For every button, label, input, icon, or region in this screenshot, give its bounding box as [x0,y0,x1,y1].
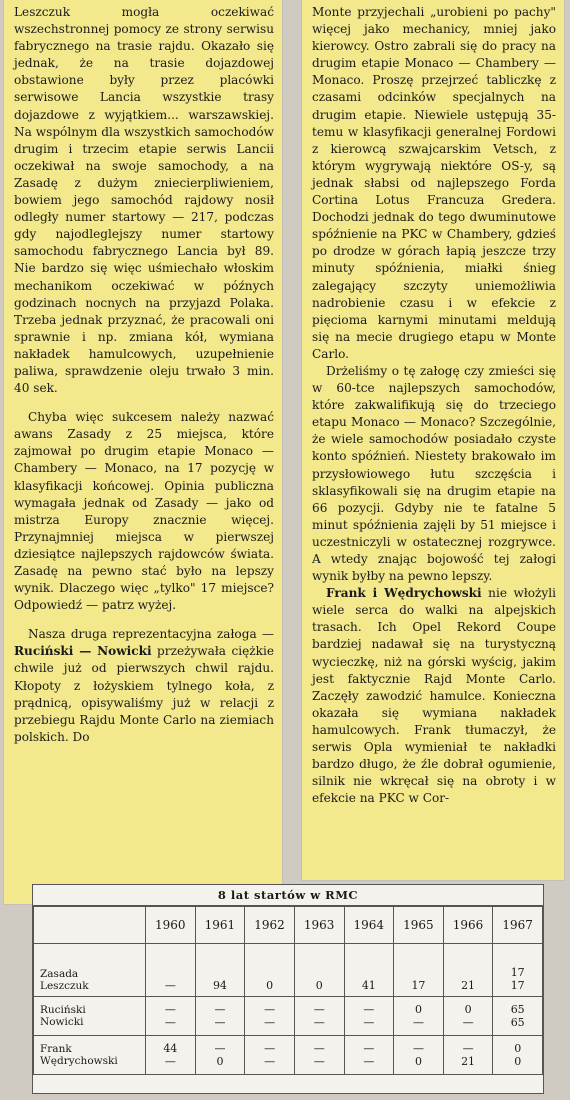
result-cell [443,944,493,997]
result-cell [195,1036,245,1075]
right-column-text [302,0,564,807]
result-value: 44 [163,1042,178,1055]
result-cell [394,1036,444,1075]
result-value: 0 [414,1055,422,1068]
result-value: 0 [266,979,274,992]
table-header-row [34,907,543,944]
table-title: 8 lat startów w RMC [33,885,543,906]
crew-cell [34,997,146,1036]
result-value: — [264,1003,276,1016]
table-header-year: 1961 [195,907,245,944]
table-header-year: 1963 [294,907,344,944]
result-cell [294,997,344,1036]
result-value: 41 [361,979,376,992]
result-value: — [462,1042,474,1055]
result-value: — [214,1016,226,1029]
results-table-card [32,884,544,1094]
results-table [33,906,543,1075]
result-cell [146,944,196,997]
result-value: — [313,1003,325,1016]
crew-member-name: Nowicki [40,1016,84,1028]
paragraph-part: Nasza druga reprezentacyjna załoga — [28,627,274,642]
result-value: 0 [464,1003,472,1016]
table-header-crew [34,907,146,944]
result-value: 17 [510,979,525,992]
result-value: 21 [461,1055,476,1068]
paragraph-part: nie włożyli wiele serca do walki na alpejskich trasach. Ich Opel Rekord Coupe bardziej nadawał się na turystyczną wycieczkę, niż na górski wyścig, jakim jest faktycznie Rajd Monte Carlo. Zaczęły zawodzić hamulce. Konieczna okazała się wymiana nakładek hamulcowych. Frank tłumaczył, że serwis Opla wymieniał te nakładki bardzo długo, że źle dobrał ogumienie, silnik nie wkręcał się na obroty i w efekcie na PKC w Cor- [312,586,556,806]
result-value: — [462,1016,474,1029]
result-cell [493,1036,543,1075]
result-cell [443,1036,493,1075]
result-value: — [214,1042,226,1055]
paragraph: Drżeliśmy o tę załogę czy zmieści się w 60-tce najlepszych samochodów, które zakwalifikują się do trzeciego etapu Monaco — Monaco? Szczególnie, że wiele samochodów posiadało czyste konto spóźnień. Niestety brakowało im przysłowiowego łutu szczęścia i sklasyfikowali się na drugim etapie na 66 pozycji. Gdyby nie te fatalne 5 minut spóźnienia zajęli by 51 miejsce i uczestniczyli w ostatecznej rozgrywce. A wtedy znając bojowość tej załogi wynik byłby na pewno lepszy. [312,363,556,584]
result-value: — [363,1003,375,1016]
result-cell [394,944,444,997]
right-article-clip [302,0,564,880]
paragraph: Chyba więc sukcesem należy nazwać awans Zasady z 25 miejsca, które zajmował po drugim etapie Monaco — Chambery — Monaco, na 17 pozycję w klasyfikacji końcowej. Opinia publiczna wymagała jednak od Zasady — jako od mistrza Europy znacznie więcej. Przynajmniej miejsca w pierwszej dziesiątce najlepszych rajdowców świata. Zasadę na pewno stać było na lepszy wynik. Dlaczego więc „tylko" 17 miejsce? Odpowiedź — patrz wyżej. [14,410,274,613]
result-cell [195,997,245,1036]
table-header-year: 1965 [394,907,444,944]
paragraph: Monte przyjechali „urobieni po pachy" więcej jako mechanicy, mniej jako kierowcy. Ostro zabrali się do pracy na drugim etapie Monaco — Chambery — Monaco. Proszę przejrzeć tabliczkę z czasami odcinków specjalnych na drugim etapie. Niewiele ustępują 35-temu w klasyfikacji generalnej Fordowi z kierowcą szwajcarskim Vetsch, z którym wygrywają niektóre OS-y, są jednak słabsi od najlepszego Forda Cortina Lotus Francuza Gredera. Dochodzi jednak do tego dwuminutowe spóźnienie na PKC w Chambery, gdzieś po drodze w górach łapią jeszcze trzy minuty spóźnienia, miałki śnieg zalegający szczyty uniemożliwia nadrobienie czasu i w efekcie z pięcioma karnymi minutami meldują się na mecie drugiego etapu w Monte Carlo. [312,5,556,361]
crew-cell [34,1036,146,1075]
result-value: — [313,1016,325,1029]
result-value: — [363,1016,375,1029]
result-cell [443,997,493,1036]
result-value: — [313,1055,325,1068]
result-value: — [412,1042,424,1055]
left-article-clip [4,0,282,904]
result-value: — [164,1016,176,1029]
crew-name: Ruciński — Nowicki [14,644,152,659]
table-header-year: 1964 [344,907,394,944]
result-cell [344,1036,394,1075]
result-cell [493,944,543,997]
result-value: — [164,979,176,992]
result-cell [344,944,394,997]
table-row [34,1036,543,1075]
table-header-year: 1967 [493,907,543,944]
result-value: 17 [411,979,426,992]
result-value: — [214,1003,226,1016]
result-value: — [412,1016,424,1029]
table-header-year: 1960 [146,907,196,944]
crew-name: Frank i Wędrychowski [326,586,482,601]
crew-member-name: Zasada [40,968,79,980]
table-row [34,944,543,997]
result-value: 0 [414,1003,422,1016]
result-cell [146,997,196,1036]
result-value: 65 [510,1016,525,1029]
result-value: 0 [514,1055,522,1068]
result-cell [344,997,394,1036]
crew-cell [34,944,146,997]
result-value: 65 [510,1003,525,1016]
crew-member-name: Wędrychowski [40,1055,118,1067]
result-value: 21 [461,979,476,992]
result-value: — [164,1055,176,1068]
table-body [34,944,543,1075]
result-cell [294,1036,344,1075]
result-cell [195,944,245,997]
result-value: 17 [510,966,525,979]
result-value: — [313,1042,325,1055]
result-cell [245,944,295,997]
result-cell [146,1036,196,1075]
crew-member-name: Frank [40,1043,72,1055]
table-row [34,997,543,1036]
table-header-year: 1966 [443,907,493,944]
result-value: 0 [315,979,323,992]
result-value: — [264,1016,276,1029]
crew-member-name: Ruciński [40,1004,86,1016]
left-column-text [4,0,282,746]
paragraph [312,585,556,807]
paragraph-part: przeżywała ciężkie chwile już od pierwszych chwil rajdu. Kłopoty z łożyskiem tylnego koła, z prądnicą, opisywaliśmy już w relacji z przebiegu Rajdu Monte Carlo na ziemiach polskich. Do [14,644,274,744]
result-cell [245,997,295,1036]
result-value: — [363,1042,375,1055]
paragraph [14,626,274,746]
result-value: — [164,1003,176,1016]
result-cell [394,997,444,1036]
result-cell [493,997,543,1036]
result-value: 0 [216,1055,224,1068]
result-value: — [363,1055,375,1068]
result-value: 0 [514,1042,522,1055]
result-value: — [264,1055,276,1068]
table-header-year: 1962 [245,907,295,944]
result-value: — [264,1042,276,1055]
result-cell [294,944,344,997]
crew-member-name: Leszczuk [40,980,89,992]
result-cell [245,1036,295,1075]
result-value: 94 [212,979,227,992]
paragraph: Leszczuk mogła oczekiwać wszechstronnej pomocy ze strony serwisu fabrycznego na trasie rajdu. Okazało się jednak, że na trasie dojazdowej obstawione były przez placówki serwisowe Lancia wszystkie trasy dojazdowe z wyjątkiem... warszawskiej. Na wspólnym dla wszystkich samochodów drugim i trzecim etapie serwis Lancii oczekiwał na swoje samochody, a na Zasadę z dużym zniecierpliwieniem, bowiem jego samochód rajdowy nosił odległy numer startowy — 217, podczas gdy najodleglejszy numer startowy samochodu fabrycznego Lancia był 89. Nie bardzo się więc uśmiechało włoskim mechanikom oczekiwać w późnych godzinach nocnych na przyjazd Polaka. Trzeba jednak przyznać, że pracowali oni sprawnie i np. zmiana kół, wymiana nakładek hamulcowych, uzupełnienie paliwa, sprawdzenie oleju trwało 3 min. 40 sek. [14,5,274,396]
